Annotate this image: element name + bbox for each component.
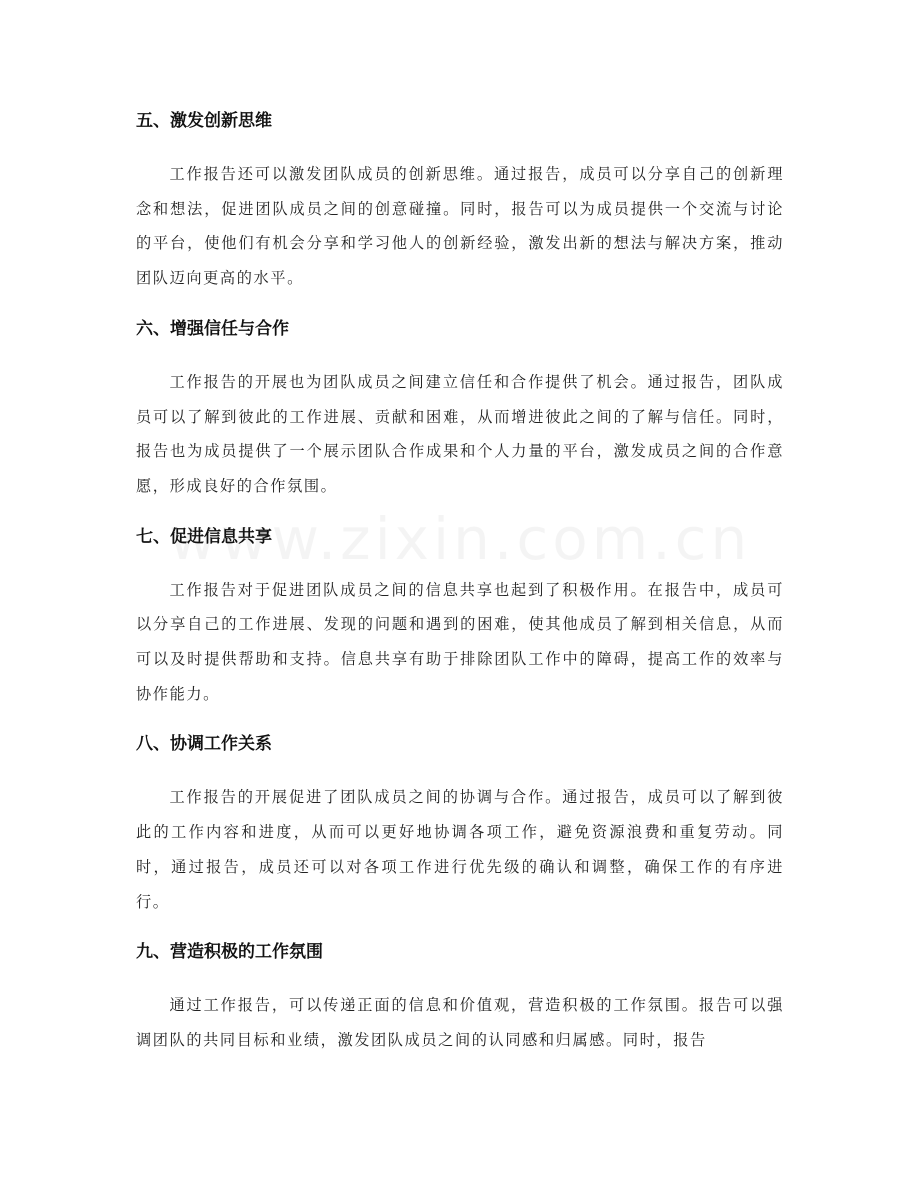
section-9 <box>136 935 784 1057</box>
section-heading: 八、协调工作关系 <box>136 734 272 755</box>
section-paragraph: 工作报告的开展促进了团队成员之间的协调与合作。通过报告，成员可以了解到彼此的工作内容和进度，从而可以更好地协调各项工作，避免资源浪费和重复劳动。同时，通过报告，成员还可以对各项工作进行优先级的确认和调整，确保工作的有序进行。 <box>136 788 784 911</box>
section-6 <box>136 312 784 504</box>
section-paragraph: 工作报告对于促进团队成员之间的信息共享也起到了积极作用。在报告中，成员可以分享自己的工作进展、发现的问题和遇到的困难，使其他成员了解到相关信息，从而可以及时提供帮助和支持。信息共享有助于排除团队工作中的障碍，提高工作的效率与协作能力。 <box>136 580 784 703</box>
section-5 <box>136 104 784 296</box>
document-content <box>136 104 784 1074</box>
section-paragraph: 工作报告还可以激发团队成员的创新思维。通过报告，成员可以分享自己的创新理念和想法，促进团队成员之间的创意碰撞。同时，报告可以为成员提供一个交流与讨论的平台，使他们有机会分享和学习他人的创新经验，激发出新的想法与解决方案，推动团队迈向更高的水平。 <box>136 165 784 288</box>
section-heading: 九、营造积极的工作氛围 <box>136 942 323 963</box>
section-paragraph: 工作报告的开展也为团队成员之间建立信任和合作提供了机会。通过报告，团队成员可以了解到彼此的工作进展、贡献和困难，从而增进彼此之间的了解与信任。同时，报告也为成员提供了一个展示团队合作成果和个人力量的平台，激发成员之间的合作意愿，形成良好的合作氛围。 <box>136 372 784 495</box>
section-heading: 六、增强信任与合作 <box>136 318 289 339</box>
section-heading: 五、激发创新思维 <box>136 111 272 131</box>
section-paragraph: 通过工作报告，可以传递正面的信息和价值观，营造积极的工作氛围。报告可以强调团队的共同目标和业绩，激发团队成员之间的认同感和归属感。同时，报告 <box>136 996 784 1049</box>
section-heading: 七、促进信息共享 <box>136 526 272 547</box>
section-7 <box>136 520 784 712</box>
section-8 <box>136 727 784 919</box>
